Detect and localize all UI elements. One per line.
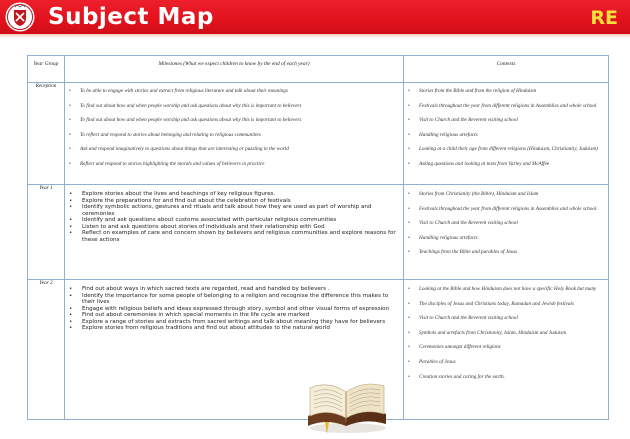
list-item: • Symbols and artefacts from Christianity, Islam, Hinduism and Judaism (404, 330, 608, 337)
list-item: • Visit to Church and the Reverent visiting school (404, 220, 608, 227)
list-item: • Visit to Church and the Reverent visiting school (404, 315, 608, 322)
list-item: • Find out about ceremonies in which special moments in the life cycle are marked (65, 312, 403, 319)
list-item: • Ceremonies amongst different religions (404, 344, 608, 351)
contexts-cell (404, 280, 609, 420)
list-item: • Asking questions and looking at texts from Varley and McAffee (404, 161, 608, 168)
list-item: • Ask and respond imaginatively to questions about things that are interesting or puzzling in the world (65, 146, 403, 153)
table-header-row (28, 56, 609, 83)
page-title: Subject Map (48, 4, 214, 30)
list-item: • Creation stories and caring for the earth. (404, 374, 608, 381)
list-item: • Stories from the Bible and from the religion of Hinduism (404, 88, 608, 95)
school-crest-icon (5, 2, 35, 32)
list-item: • Identify and ask questions about customs associated with particular religious communities (65, 217, 403, 224)
milestones-cell (65, 83, 404, 185)
list-item: • Parables of Jesus (404, 359, 608, 366)
banner-shadow (0, 34, 630, 38)
list-item: • Explore stories about the lives and teachings of key religious figures. (65, 191, 403, 198)
table-row-year-1 (28, 185, 609, 280)
list-item: • To find out about how and when people worship and ask questions about why this is important to believers (65, 117, 403, 124)
year-group-cell: Year 2 (28, 280, 65, 420)
contexts-cell (404, 83, 609, 185)
header-year-group: Year Group (28, 56, 65, 83)
list-item: • Reflect and respond to stories highlighting the morals and values of believers in practice (65, 161, 403, 168)
list-item: • Looking at the Bible and how Hinduism does not have a specific Holy Book but many (404, 286, 608, 293)
list-item: • To be able to engage with stories and extract from religious literature and talk about their meanings (65, 88, 403, 95)
year-group-cell: Reception (28, 83, 65, 185)
list-item: • Stories from Christianity (the Bible), Hinduism and Islam (404, 191, 608, 198)
header-contexts: Contexts (404, 56, 609, 83)
list-item: • Find out about ways in which sacred texts are regarded, read and handled by believers . (65, 286, 403, 293)
list-item: • Identify symbolic actions, gestures and rituals and talk about how they are used as part of worship and ceremonies (65, 204, 403, 217)
list-item: • Listen to and ask questions about stories of individuals and their relationship with God (65, 224, 403, 231)
open-bible-icon (302, 376, 390, 436)
list-item: • Teachings from the Bible and parables of Jesus (404, 249, 608, 256)
list-item: • Handling religious artefacts (404, 235, 608, 242)
header-milestones: Milestones (What we expect children to know by the end of each year) (65, 56, 404, 83)
list-item: • Looking at a child their age from different religions (Hinduism, Christianity, Judaism) (404, 146, 608, 153)
list-item: • Visit to Church and the Reverent visiting school (404, 117, 608, 124)
list-item: • To reflect and respond to stories about belonging and relating to religious communities (65, 132, 403, 139)
list-item: • Identify the importance for some people of belonging to a religion and recognise the difference this makes to their lives (65, 293, 403, 306)
list-item: • To find out about how and when people worship and ask questions about why this is important to believers (65, 103, 403, 110)
subject-map-table (27, 55, 609, 420)
header-banner (0, 0, 630, 34)
table-row-reception (28, 83, 609, 185)
milestones-cell (65, 185, 404, 280)
list-item: • Festivals throughout the year from different religions in Assemblies and whole school. (404, 103, 608, 110)
list-item: • Reflect on examples of care and concern shown by believers and religious communities and explore reasons for these actions (65, 230, 403, 243)
contexts-cell (404, 185, 609, 280)
list-item: • Festivals throughout the year from different religions in Assemblies and whole school. (404, 206, 608, 213)
year-group-cell: Year 1 (28, 185, 65, 280)
list-item: • Explore stories from religious traditions and find out about attitudes to the natural world (65, 325, 403, 332)
list-item: • Explore the preparations for and find out about the celebration of festivals (65, 198, 403, 205)
subject-label: RE (590, 7, 618, 29)
list-item: • Handling religious artefacts (404, 132, 608, 139)
list-item: • Explore a range of stories and extracts from sacred writings and talk about meaning they have for believers (65, 319, 403, 326)
list-item: • The disciples of Jesus and Christians today, Ramadan and Jewish festivals (404, 301, 608, 308)
list-item: • Engage with religious beliefs and ideas expressed through story, symbol and other visual forms of expression (65, 306, 403, 313)
